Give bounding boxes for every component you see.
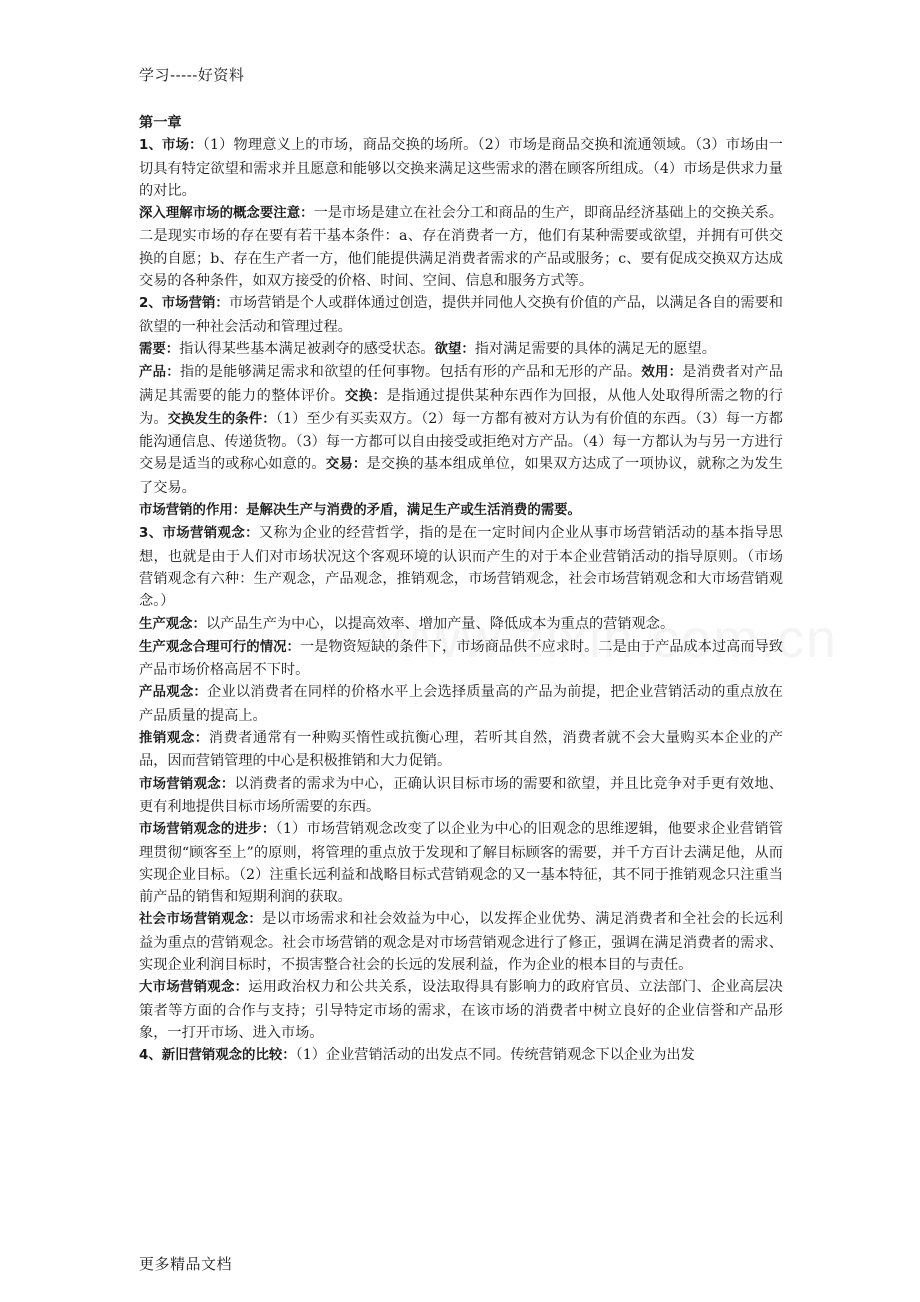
paragraph-market-orientation [139, 773, 783, 819]
paragraph-text: 企业以消费者在同样的价格水平上会选择质量高的产品为前提，把企业营销活动的重点放在产品质量的提高上。 [139, 684, 783, 724]
paragraph-text: 是指通过提供某种东西作为回报，从他人处取得所需之物的行为。 [139, 387, 783, 427]
term-label: 需要： [139, 341, 180, 357]
document-body [139, 112, 783, 1067]
term-label: 产品： [139, 365, 180, 381]
paragraph-text: （1）企业营销活动的出发点不同。传统营销观念下以企业为出发 [295, 1047, 695, 1064]
term-label: 生产观念： [139, 616, 206, 632]
paragraph-text: 以产品生产为中心，以提高效率、增加产量、降低成本为重点的营销观念。 [205, 615, 675, 632]
page-header: 学习-----好资料 [139, 66, 245, 84]
paragraph-marketing-concept [139, 522, 783, 612]
paragraph-mega-marketing [139, 976, 783, 1044]
paragraph-marketing [139, 292, 783, 338]
paragraph-text: （1）市场营销观念改变了以企业为中心的旧观念的思维逻辑，他要求企业营销管理贯彻“顾客至上”的原则，将管理的重点放于发现和了解目标顾客的需要，并千方百计去满足他，从而实现企业目标。（2）注重长远利益和战略目标式营销观念的又一基本特征，其不同于推销观念只注重当前产品的销售和短期利润的获取。 [139, 821, 783, 906]
term-label: 市场营销观念的进步： [139, 822, 276, 838]
page-footer: 更多精品文档 [139, 1255, 233, 1273]
term-label: 1、市场： [139, 138, 203, 154]
term-label: 交易： [325, 457, 367, 473]
paragraph-text: 指对满足需要的具体的满足无的愿望。 [474, 340, 716, 357]
paragraph-text: 是以市场需求和社会效益为中心，以发挥企业优势、满足消费者和全社会的长远利益为重点的营销观念。社会市场营销的观念是对市场营销观念进行了修正，强调在满足消费者的需求、实现企业利润目标时，不损害整合社会的长远的发展利益，作为企业的根本目的与责任。 [139, 911, 783, 973]
paragraph-text: 市场营销是个人或群体通过创造，提供并同他人交换有价值的产品，以满足各自的需要和欲望的一种社会活动和管理过程。 [139, 295, 783, 335]
chapter-title: 第一章 [139, 115, 182, 131]
paragraph-text: 指认得某些基本满足被剥夺的感受状态。 [179, 340, 435, 357]
paragraph-text: 指的是能够满足需求和欲望的任何事物。包括有形的产品和无形的产品。 [179, 364, 642, 381]
paragraph-text: 以消费者的需求为中心，正确认识目标市场的需要和欲望，并且比竞争对手更有效地、更有利地提供目标市场所需要的东西。 [139, 775, 783, 815]
term-label: 欲望： [434, 341, 475, 357]
paragraph-product-exchange [139, 361, 783, 499]
term-label: 交换： [344, 388, 387, 404]
term-label: 4、新旧营销观念的比较： [139, 1048, 296, 1064]
paragraph-product-concept [139, 681, 783, 727]
paragraph-text: 是消费者对产品满足其需要的能力的整体评价。 [139, 364, 783, 404]
paragraph-market [139, 134, 783, 202]
term-label: 推销观念： [139, 731, 209, 747]
paragraph-text: 消费者通常有一种购买惰性或抗衡心理，若听其自然，消费者就不会大量购买本企业的产品，因而营销管理的中心是积极推销和大力促销。 [139, 730, 783, 770]
paragraph-comparison [139, 1044, 783, 1067]
term-label: 2、市场营销： [139, 296, 229, 312]
term-label: 市场营销的作用：是解决生产与消费的矛盾，满足生产或生活消费的需要。 [139, 503, 581, 519]
term-label: 3、市场营销观念： [139, 526, 259, 542]
paragraph-market-concept [139, 202, 783, 292]
paragraph-selling-concept [139, 727, 783, 773]
term-label: 大市场营销观念： [139, 980, 249, 996]
paragraph-text: （1）物理意义上的市场，商品交换的场所。（2）市场是商品交换和流通领域。（3）市场由一切具有特定欲望和需求并且愿意和能够以交换来满足这些需求的潜在顾客所组成。（4）市场是供求力量的对比。 [139, 137, 783, 199]
paragraph-concept-progress [139, 818, 783, 908]
paragraph-text: 又称为企业的经营哲学，指的是在一定时间内企业从事市场营销活动的基本指导思想，也就是由于人们对市场状况这个客观环境的认识而产生的对于本企业营销活动的指导原则。（市场营销观念有六种：生产观念，产品观念，推销观念，市场营销观念，社会市场营销观念和大市场营销观念。） [139, 525, 783, 610]
paragraph-societal-marketing [139, 908, 783, 976]
term-label: 产品观念： [139, 685, 208, 701]
term-label: 深入理解市场的概念要注意： [139, 206, 314, 222]
paragraph-production-concept [139, 613, 783, 636]
term-label: 交换发生的条件： [167, 411, 276, 427]
paragraph-text: 运用政治权力和公共关系，设法取得具有影响力的政府官员、立法部门、企业高层决策者等方面的合作与支持；引导特定市场的需求，在该市场的消费者中树立良好的企业信誉和产品形象，一打开市场、进入市场。 [139, 979, 783, 1041]
paragraph-marketing-role [139, 499, 783, 522]
term-label: 市场营销观念： [139, 776, 235, 792]
paragraph-text: 一是市场是建立在社会分工和商品的生产，即商品经济基础上的交换关系。二是现实市场的存在要有若干基本条件：a、存在消费者一方，他们有某种需要或欲望，并拥有可供交换的自愿；b、存在生产者一方，他们能提供满足消费者需求的产品或服务；c、要有促成交换双方达成交易的各种条件，如双方接受的价格、时间、空间、信息和服务方式等。 [139, 205, 783, 290]
term-label: 社会市场营销观念： [139, 912, 263, 928]
paragraph-text: 一是物资短缺的条件下，市场商品供不应求时。二是由于产品成本过高而导致产品市场价格高居不下时。 [139, 638, 783, 679]
paragraph-needs-wants [139, 338, 783, 361]
paragraph-production-feasible [139, 636, 783, 682]
paragraph-text: 是交换的基本组成单位，如果双方达成了一项协议，就称之为发生了交易。 [139, 456, 783, 496]
term-label: 效用： [641, 365, 683, 381]
term-label: 生产观念合理可行的情况： [139, 639, 300, 655]
paragraph-text: （1）至少有买卖双方。（2）每一方都有被对方认为有价值的东西。（3）每一方都能沟通信息、传递货物。（3）每一方都可以自由接受或拒绝对方产品。（4）每一方都认为与另一方进行交易是适当的或称心如意的。 [139, 410, 783, 473]
